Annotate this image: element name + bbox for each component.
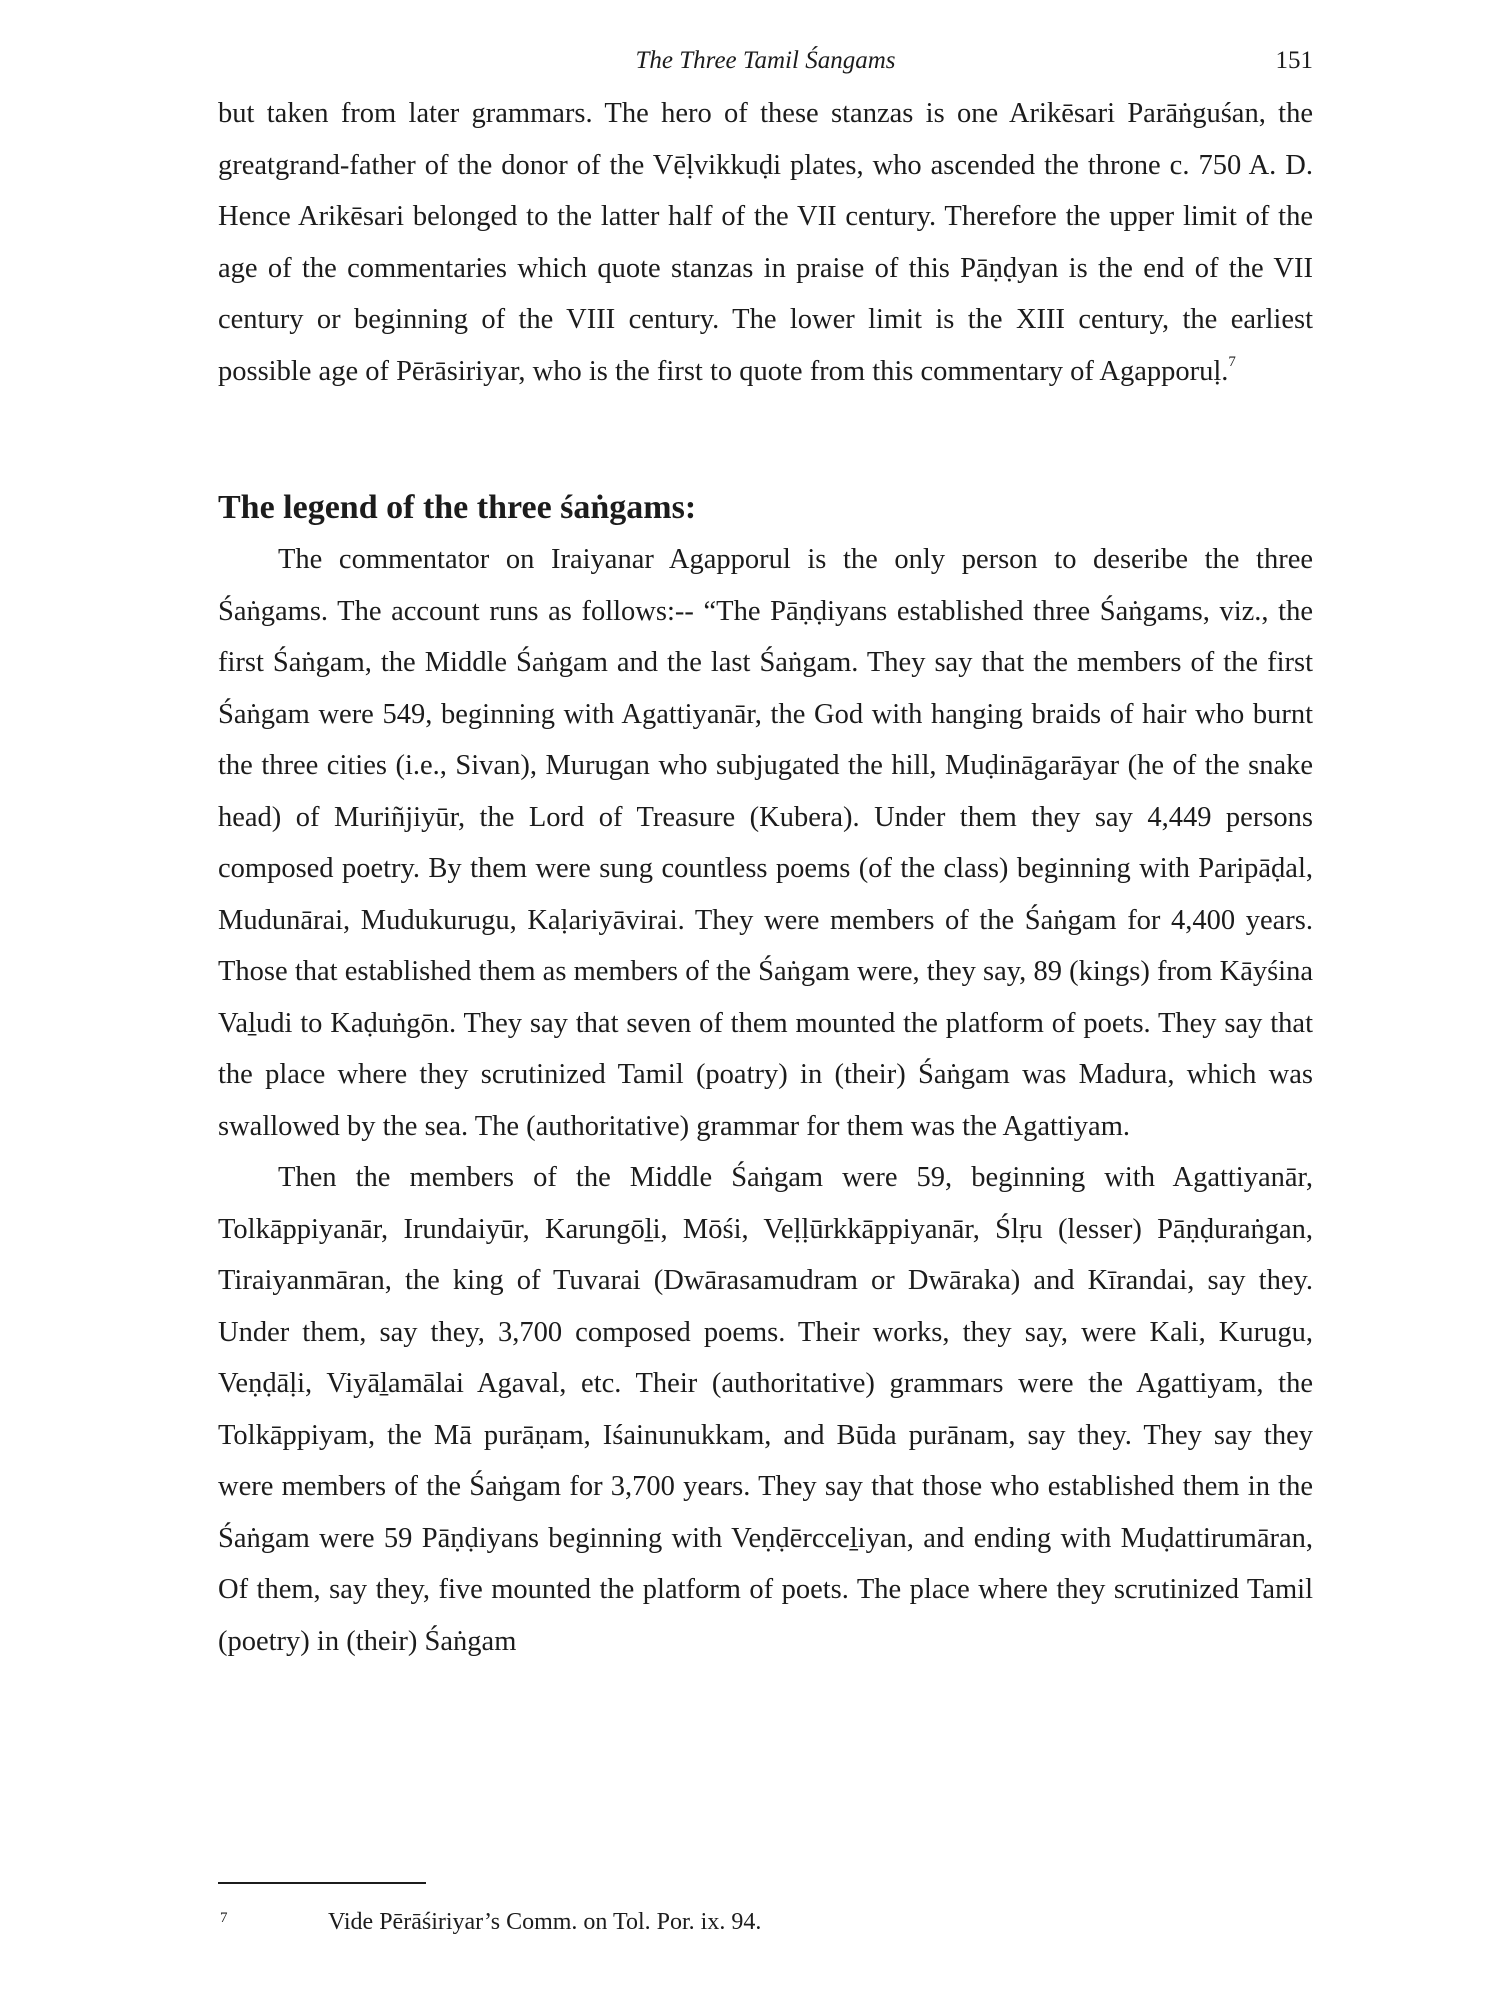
running-title: The Three Tamil Śangams [635,47,896,74]
footnote-divider [218,1882,426,1884]
paragraph-1-text: but taken from later grammars. The hero of these stanzas is one Arikēsari Parāṅguśan, the greatgrand-father of the donor of the Vēḷvikkuḍi plates, who ascended the throne c. 750 A. D. Hence Arikēsari belonged to the latter half of the VII century. Therefore the upper limit of the age of the commentaries which quote stanzas in praise of this Pāṇḍyan is the end of the VII century or beginning of the VIII century. The lower limit is the XIII century, the earliest possible age of Pērāsiriyar, who is the first to quote from this commentary of Agapporuḷ. [218,98,1313,387]
section-body [218,534,1313,1667]
paragraph-continuation [218,88,1313,397]
paragraph-1 [218,88,1313,397]
paragraph-2: The commentator on Iraiyanar Agapporul is the only person to deseribe the three Śaṅgams. The account runs as follows:-- “The Pāṇḍiyans established three Śaṅgams, viz., the first Śaṅgam, the Middle Śaṅgam and the last Śaṅgam. They say that the members of the first Śaṅgam were 549, beginning with Agattiyanār, the God with hanging braids of hair who burnt the three cities (i.e., Sivan), Murugan who subjugated the hill, Muḍināgarāyar (he of the snake head) of Muriñjiyūr, the Lord of Treasure (Kubera). Under them they say 4,449 persons composed poetry. By them were sung countless poems (of the class) beginning with Paripāḍal, Mudunārai, Mudukurugu, Kaḷariyāvirai. They were members of the Śaṅgam for 4,400 years. Those that established them as members of the Śaṅgam were, they say, 89 (kings) from Kāyśina Vaḻudi to Kaḍuṅgōn. They say that seven of them mounted the platform of poets. They say that the place where they scrutinized Tamil (poatry) in (their) Śaṅgam was Madura, which was swallowed by the sea. The (authoritative) grammar for them was the Agattiyam. [218,544,1313,1142]
footnote-text: Vide Pērāśiriyar’s Comm. on Tol. Por. ix. 94. [328,1909,762,1935]
footnote-reference: 7 [1228,353,1236,370]
running-head [218,42,1313,82]
page-number: 151 [1275,47,1313,74]
footnote-number: 7 [220,1910,228,1926]
section-heading: The legend of the three śaṅgams: [218,489,697,526]
paragraph-3: Then the members of the Middle Śaṅgam were 59, beginning with Agattiyanār, Tolkāppiyanār, Irundaiyūr, Karungōḻi, Mōśi, Veḷḷūrkkāppiyanār, Ślṛu (lesser) Pāṇḍuraṅgan, Tiraiyanmāran, the king of Tuvarai (Dwārasamudram or Dwāraka) and Kīrandai, say they. Under them, say they, 3,700 composed poems. Their works, they say, were Kali, Kurugu, Veṇḍāḷi, Viyāḻamālai Agaval, etc. Their (authoritative) grammars were the Agattiyam, the Tolkāppiyam, the Mā purāṇam, Iśainunukkam, and Būda purānam, say they. They say they were members of the Śaṅgam for 3,700 years. They say that those who established them in the Śaṅgam were 59 Pāṇḍiyans beginning with Veṇḍērcceḻiyan, and ending with Muḍattirumāran, Of them, say they, five mounted the platform of poets. The place where they scrutinized Tamil (poetry) in (their) Śaṅgam [218,1162,1313,1657]
